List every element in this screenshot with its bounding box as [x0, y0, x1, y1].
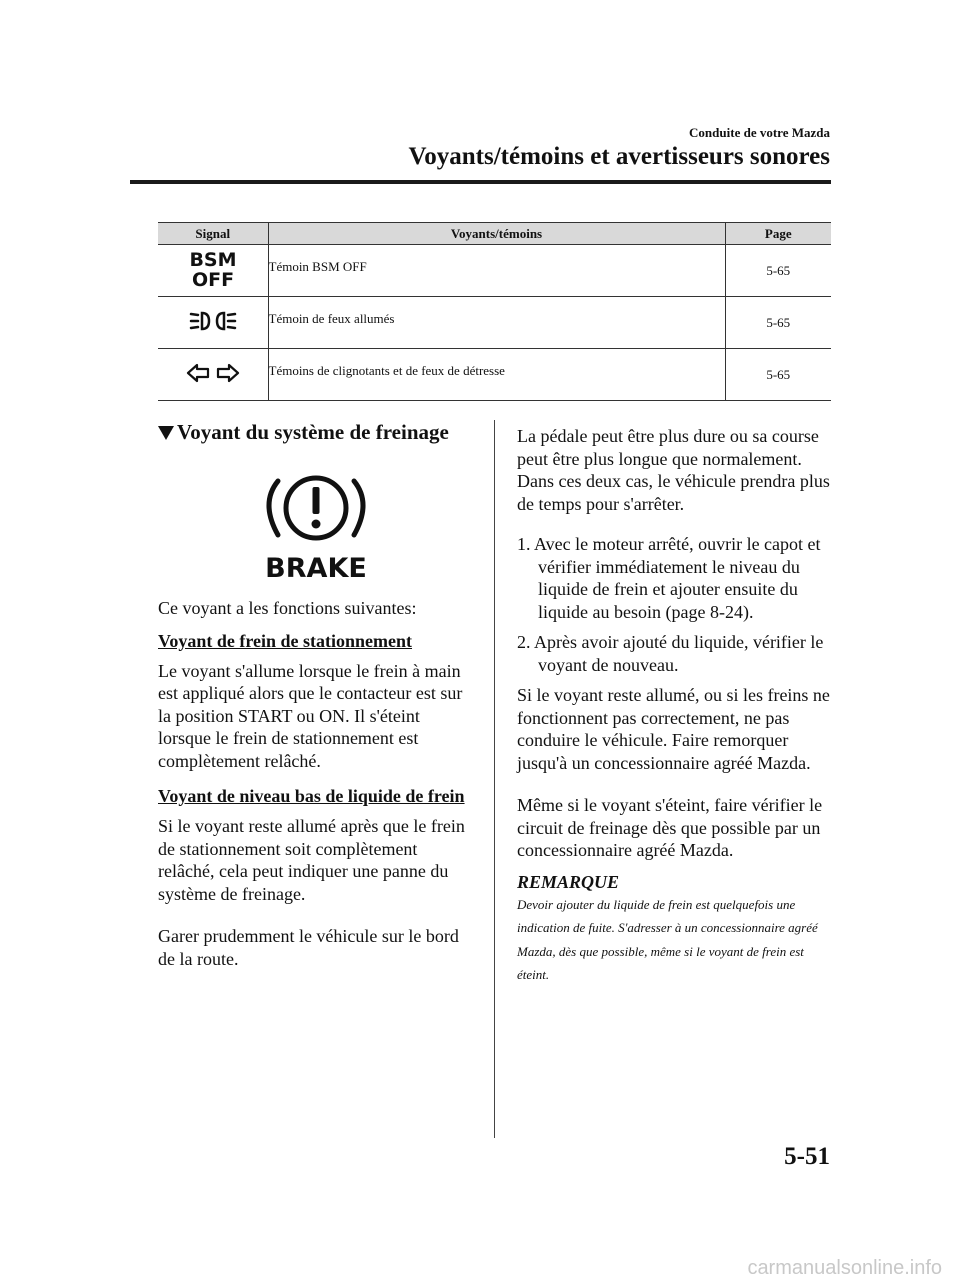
- headlights-on-icon: [188, 310, 238, 332]
- parking-brake-text: Le voyant s'allume lorsque le frein à main est appliqué alors que le contacteur est sur la position START ou ON. Il s'éteint lorsque le frein de stationnement est complètement relâché.: [158, 660, 463, 771]
- subheading-parking-brake: Voyant de frein de stationnement: [158, 630, 413, 651]
- pedal-text: La pédale peut être plus dure ou sa course peut être plus longue que normalement. Dans ces deux cas, le véhicule prendra plus de temps pour s'arrêter.: [517, 426, 830, 514]
- header-kicker: Conduite de votre Mazda: [689, 125, 830, 140]
- brake-warning-icon: [256, 473, 376, 581]
- table-row: [158, 245, 831, 297]
- column-divider: [494, 420, 495, 1138]
- low-fluid-text: Si le voyant reste allumé après que le frein de stationnement soit complètement relâché, cela peut indiquer une panne du système de freinage.: [158, 816, 465, 904]
- table-row-page: 5-65: [725, 349, 831, 401]
- section-title: Voyant du système de freinage: [177, 420, 449, 444]
- table-row: [158, 297, 831, 349]
- table-row: [158, 349, 831, 401]
- table-row-page: 5-65: [725, 245, 831, 297]
- column-header-signal: Signal: [158, 223, 268, 245]
- section-heading: [158, 420, 474, 445]
- note-text: Devoir ajouter du liquide de frein est quelquefois une indication de fuite. S'adresser à un concessionnaire agréé Mazda, dès que possible, même si le voyant de frein est éteint.: [517, 896, 818, 982]
- note-title: REMARQUE: [517, 871, 620, 892]
- signals-table: [158, 222, 831, 401]
- column-header-indicators: Voyants/témoins: [268, 223, 725, 245]
- table-row-label: Témoins de clignotants et de feux de détresse: [268, 362, 505, 378]
- triangle-bullet-icon: [158, 426, 174, 440]
- low-fluid-text-2: Garer prudemment le véhicule sur le bord de la route.: [158, 926, 459, 969]
- brake-icon-label: BRAKE: [265, 553, 367, 581]
- page-title: Voyants/témoins et avertisseurs sonores: [408, 143, 830, 170]
- steps-list: [517, 533, 833, 676]
- subheading-low-fluid: Voyant de niveau bas de liquide de frein: [158, 786, 465, 806]
- column-header-page: Page: [725, 223, 831, 245]
- page-number: 5-51: [784, 1143, 830, 1170]
- list-item: 1. Avec le moteur arrêté, ouvrir le capot et vérifier immédiatement le niveau du liquide de frein et ajouter ensuite du liquide au besoin (page 8-24).: [517, 534, 821, 622]
- header-rule: [130, 180, 831, 184]
- bsm-off-icon-text-top: BSM: [189, 248, 237, 271]
- table-header-row: [158, 223, 831, 245]
- table-row-label: Témoin de feux allumés: [268, 310, 395, 326]
- check-circuit-text: Même si le voyant s'éteint, faire vérifier le circuit de freinage dès que possible par un concessionnaire agréé Mazda.: [517, 795, 823, 860]
- bsm-off-icon: [188, 248, 238, 290]
- turn-signal-hazard-icon: [186, 362, 240, 384]
- table-row-page: 5-65: [725, 297, 831, 349]
- list-item: 2. Après avoir ajouté du liquide, vérifier le voyant de nouveau.: [517, 632, 824, 675]
- watermark: carmanualsonline.info: [747, 1257, 942, 1279]
- right-column: [517, 425, 833, 987]
- table-row-label: Témoin BSM OFF: [268, 258, 367, 274]
- still-on-text: Si le voyant reste allumé, ou si les freins ne fonctionnent pas correctement, ne pas conduire le véhicule. Faire remorquer jusqu'à un concessionnaire agréé Mazda.: [517, 685, 830, 773]
- bsm-off-icon-text-bottom: OFF: [191, 268, 234, 290]
- intro-text: Ce voyant a les fonctions suivantes:: [158, 598, 417, 618]
- left-column: [158, 420, 474, 970]
